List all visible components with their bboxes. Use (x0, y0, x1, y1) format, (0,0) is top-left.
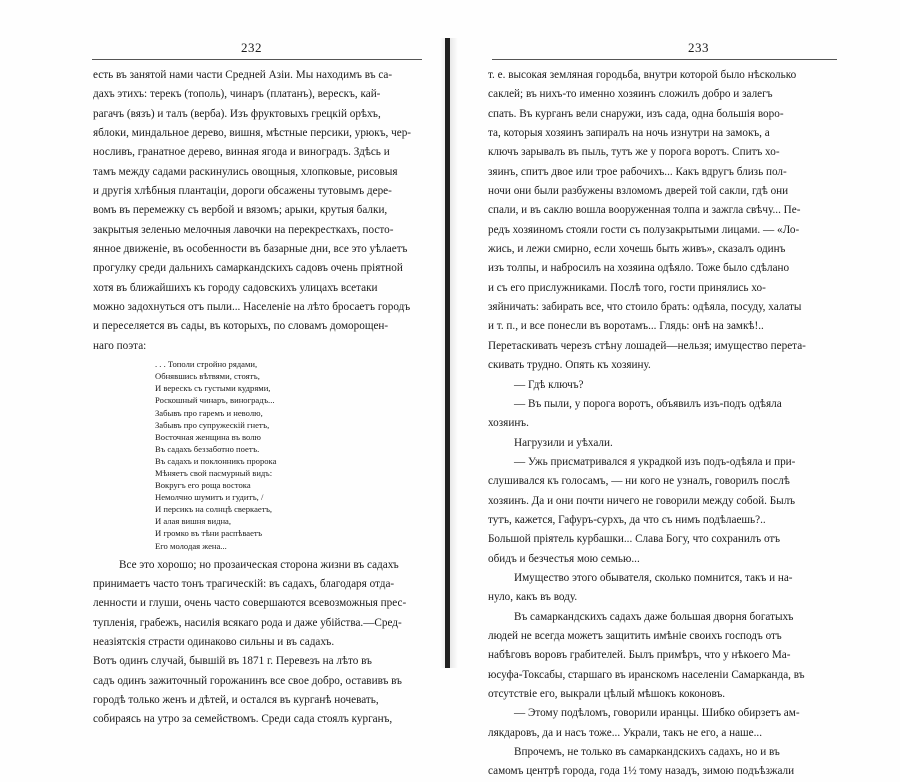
text-line: неазіятскія страсти одинаково сильны и въ садахъ. (93, 636, 335, 649)
book-gutter (445, 38, 450, 668)
poem-line: Обнявшись вѣтвями, стоятъ, (155, 371, 260, 382)
right-dialogue-key (488, 376, 840, 434)
right-paragraph-property (488, 569, 840, 608)
poem-line: И верескъ съ густыми кудрями, (155, 383, 271, 394)
text-line: спать. Въ курганъ вели снаружи, изъ сада, одна большія воро- (488, 107, 784, 120)
poem-line: Мѣняетъ свой пасмурный видъ: (155, 468, 273, 478)
poem-line: Вокругъ его роща востока (155, 480, 251, 491)
text-line: тупленія, грабежъ, насилія всякаго рода и даже убійства.—Сред- (93, 616, 402, 629)
left-page-text (93, 66, 413, 730)
header-rule-right (492, 59, 837, 60)
poem-line: Забывъ про гаремъ и неволю, (155, 407, 263, 418)
left-page (0, 0, 448, 726)
poem-block (155, 356, 413, 556)
page-number-left: 232 (241, 40, 262, 55)
text-line: закрытыя зеленью мелочныя лавочки на перекресткахъ, посто- (93, 223, 394, 236)
text-line: слушивался къ голосамъ, — ни кого не узналъ, говорилъ послѣ (488, 475, 790, 488)
text-line: ключъ зарывалъ въ пыль, тутъ же у порога воротъ. Спитъ хо- (488, 146, 780, 159)
text-line: зяинъ, спитъ двое или трое рабочихъ... Какъ вдругъ близь пол- (488, 165, 787, 178)
text-line: Большой пріятель курбашки... Слава Богу, что сохранилъ отъ (488, 533, 781, 546)
header-rule-left (92, 59, 422, 60)
poem-line: Его молодая жена... (155, 540, 227, 551)
text-line: самомъ центрѣ города, года 1½ тому назадъ, зимою подъѣзжали (488, 765, 795, 778)
page-number-right: 233 (688, 40, 709, 55)
text-line: Вотъ одинъ случай, бывшій въ 1871 г. Перевезъ на лѣто въ (93, 655, 372, 668)
text-line: ленности и глуши, очень часто совершаются всевозможныя прес- (93, 597, 407, 610)
poem-line: И громко въ тѣни распѣваетъ (155, 528, 263, 539)
text-line: наго поэта: (93, 339, 147, 352)
text-line: и т. п., и все понесли въ воротамъ... Глядь: онѣ на замкѣ!.. (488, 320, 764, 333)
text-line: есть въ занятой нами части Средней Азіи. Мы находимъ въ са- (93, 69, 393, 81)
text-line: тамъ между садами раскинулись овощныя, хлопковые, рисовыя (93, 165, 398, 178)
text-line: вомъ въ перемежку съ вербой и вязомъ; арыки, крутыя балки, (93, 204, 388, 217)
text-line: янное движеніе, въ особенности въ базарные дни, все это уѣлаетъ (93, 243, 408, 256)
text-line: принимаетъ часто тонъ трагическій: въ садахъ, благодаря отда- (93, 578, 395, 590)
poem-line: Забывъ про супружескій гнетъ, (155, 419, 270, 430)
poem-line: И алая вишня видна, (155, 516, 232, 527)
right-page-text (488, 66, 840, 782)
text-line: нуло, какъ въ воду. (488, 591, 578, 604)
text-line: хозяинъ. (488, 417, 529, 430)
text-line: носливъ, гранатное дерево, винная ягода и виноградъ. Здѣсь и (93, 146, 390, 159)
poem-line: . . . Тополи стройно рядами, (155, 359, 258, 370)
text-line: дахъ этихъ: терекъ (тополь), чинаръ (платанъ), верескъ, кай- (93, 88, 381, 101)
text-line: яблоки, миндальное дерево, вишня, мѣстные персики, урюкъ, чер- (93, 127, 412, 140)
text-line: Въ самаркандскихъ садахъ даже большая дворня богатыхъ (514, 610, 794, 623)
text-line: жись, и лежи смирно, если хочешь быть живъ», сказалъ одинъ (488, 243, 786, 256)
text-line: и другія хлѣбныя плантаціи, дороги обсажены тутовымъ дере- (93, 185, 392, 198)
text-line: собираясь на утро за семействомъ. Среди сада стоялъ курганъ, (93, 713, 393, 726)
text-line: набѣговъ воровъ грабителей. Былъ примѣръ, что у нѣкоего Ма- (488, 649, 791, 662)
text-line: Впрочемъ, не только въ самаркандскихъ садахъ, но и въ (514, 746, 780, 759)
text-line: — Въ пыли, у порога воротъ, объявилъ изъ-подъ одѣяла (514, 397, 782, 410)
text-line: Все это хорошо; но прозаическая сторона жизни въ садахъ (119, 558, 399, 571)
poem-line: Въ садахъ беззаботно поетъ. (155, 443, 260, 454)
text-line: и переселяется въ сады, въ которыхъ, по словамъ доморощен- (93, 320, 389, 333)
text-line: Имущество этого обывателя, сколько помнится, такъ и на- (514, 571, 793, 584)
text-line: рагачъ (вязъ) и талъ (верба). Изъ фруктовыхъ грецкій орѣхъ, (93, 107, 381, 120)
text-line: людей не всегда можетъ защитить имѣніе своихъ господъ отъ (488, 629, 782, 642)
text-line: Перетаскивать черезъ стѣну лошадей—нельзя; имущество перета- (488, 339, 806, 352)
text-line: лякдаровъ, да и насъ тоже... Украли, такъ не его, а наше... (488, 726, 763, 739)
text-line: Нагрузили и уѣхали. (514, 436, 613, 449)
poem-line: Въ садахъ и поклонникъ пророка (155, 455, 277, 466)
text-line: обидъ и безчестья мою семью... (488, 552, 640, 565)
text-line: спали, и въ саклю вошла вооруженная толпа и зажгла свѣчу... Пе- (488, 204, 801, 217)
text-line: скивать трудно. Опять къ хозяину. (488, 359, 651, 372)
right-paragraph-robbery (488, 66, 840, 376)
poem-line: Восточная женщина въ волю (155, 431, 261, 442)
text-line: хотя въ ближайшихъ къ городу садовскихъ улицахъ всетаки (93, 281, 378, 294)
poem-line: Немолчно шумитъ и гудитъ, / (155, 492, 264, 503)
text-line: — Ужь присматривался я украдкой изъ подъ-одѣяла и при- (514, 455, 796, 468)
text-line: и съ его прислужниками. Послѣ того, гости принялись хо- (488, 281, 766, 294)
poem-line: И персикъ на солнцѣ сверкаетъ, (155, 504, 273, 515)
text-line: изъ толпы, и набросилъ на хозяина одѣяло. Тоже было сдѣлано (488, 262, 790, 275)
text-line: хозяинъ. Да и они почти ничего не говорили между собой. Былъ (488, 494, 796, 507)
text-line: саклей; въ нихъ-то именно хозяинъ сложилъ добро и залегъ (488, 88, 773, 101)
text-line: — Этому подѣломъ, говорили иранцы. Шибко обирзетъ ам- (514, 707, 800, 720)
text-line: ночи они были разбужены взломомъ дверей той сакли, гдѣ они (488, 185, 789, 198)
text-line: — Гдѣ ключъ? (514, 378, 584, 391)
poem-line: Роскошный чинаръ, виноградъ... (155, 395, 275, 406)
text-line: отсутствіе его, выкрали цѣлый мѣшокъ коконовъ. (488, 688, 726, 700)
text-line: прогулку среди дальнихъ самаркандскихъ садовъ очень пріятной (93, 262, 403, 275)
text-line: юсуфа-Токсабы, старшаго въ иранскомъ населеніи Самарканда, въ (488, 668, 805, 681)
right-page (452, 0, 900, 778)
right-paragraph-servants (488, 608, 840, 782)
right-paragraph-departure (488, 434, 840, 569)
text-line: садъ одинъ зажиточный горожанинъ все свое добро, оставивъ въ (93, 674, 402, 687)
text-line: городѣ только женъ и дѣтей, и остался въ курганѣ ночевать, (93, 694, 379, 707)
text-line: редъ хозяиномъ стояли гости съ полузакрытыми лицами. — «Ло- (488, 223, 800, 236)
text-line: т. е. высокая земляная городьба, внутри которой было нѣсколько (488, 69, 797, 81)
text-line: зяйничать: забирать все, что стоило брать: одѣяла, посуду, халаты (488, 301, 802, 314)
left-paragraph-crimes (93, 556, 413, 730)
text-line: та, которыя хозяинъ запиралъ на ночь изнутри на замокъ, а (488, 127, 770, 140)
text-line: тутъ, кажется, Гафуръ-сурхъ, да что съ нимъ подѣлаешь?.. (488, 513, 766, 526)
text-line: можно задохнуться отъ пыли... Населеніе на лѣто бросаетъ городъ (93, 301, 411, 314)
left-paragraph-gardens (93, 66, 413, 356)
